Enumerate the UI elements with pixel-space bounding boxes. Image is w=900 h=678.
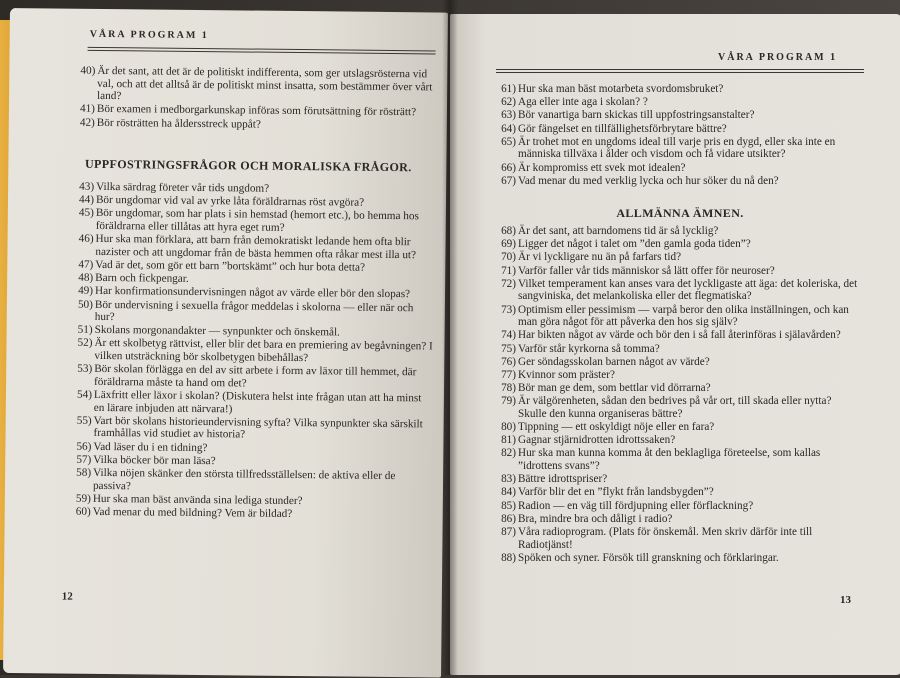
question-text: Hur ska man förklara, att barn från demokratiskt ledande hem ofta blir nazister och att ungdomar från de bästa hemmen ofta råkar mest illa ut? bbox=[95, 233, 417, 262]
question-number: 49) bbox=[78, 285, 94, 298]
question-number: 48) bbox=[78, 271, 94, 285]
question-number: 78) bbox=[501, 382, 516, 395]
question-text: Vad menar du med bildning? Vem är bildad? bbox=[92, 505, 293, 520]
question-text: Varför står kyrkorna så tomma? bbox=[518, 342, 660, 355]
question-item bbox=[488, 421, 860, 434]
question-item bbox=[488, 552, 860, 565]
question-text: Bör ungdomar vid val av yrke låta föräldrarnas röst avgöra? bbox=[95, 194, 365, 209]
question-number: 88) bbox=[501, 551, 516, 564]
question-item bbox=[488, 513, 860, 526]
question-text: Vilket temperament kan anses vara det lyckligaste att äga: det koleriska, det sangviniska, det melankoliska eller det flegmatiska? bbox=[518, 277, 858, 303]
question-number: 56) bbox=[76, 440, 92, 453]
question-number: 59) bbox=[75, 492, 91, 505]
question-item bbox=[63, 414, 433, 443]
question-item bbox=[63, 467, 433, 496]
question-number: 68) bbox=[501, 225, 516, 237]
question-item bbox=[64, 363, 434, 392]
question-number: 86) bbox=[501, 512, 516, 525]
question-text: Bättre idrottspriser? bbox=[518, 473, 608, 486]
right-header-rule-2 bbox=[496, 72, 864, 73]
question-item bbox=[488, 382, 860, 395]
question-item bbox=[488, 175, 860, 188]
question-text: Ger söndagsskolan barnen något av värde? bbox=[518, 355, 710, 368]
question-item bbox=[488, 304, 860, 329]
question-item bbox=[65, 298, 435, 327]
question-number: 42) bbox=[79, 116, 95, 129]
question-number: 46) bbox=[78, 232, 94, 246]
question-text: Har konfirmationsundervisningen något av värde eller bör den slopas? bbox=[94, 285, 411, 301]
question-item bbox=[64, 337, 434, 366]
question-text: Gör fängelset en tillfällighetsförbrytare bättre? bbox=[518, 122, 727, 135]
left-question-list bbox=[63, 181, 437, 523]
question-number: 51) bbox=[77, 324, 93, 337]
question-number: 80) bbox=[501, 421, 516, 434]
question-text: Är kompromiss ett svek mot idealen? bbox=[518, 161, 686, 174]
question-number: 61) bbox=[501, 83, 516, 95]
question-text: Är vi lyckligare nu än på farfars tid? bbox=[518, 251, 682, 264]
question-number: 79) bbox=[501, 395, 516, 408]
question-text: Hur ska man bäst motarbeta svordomsbruket? bbox=[518, 83, 724, 95]
question-number: 87) bbox=[501, 525, 516, 538]
right-question-list bbox=[488, 225, 860, 565]
question-item bbox=[488, 369, 860, 382]
question-text: Är trohet mot en ungdoms ideal till varje pris en dygd, eller ska inte en människa tillväxa i ålder och visdom och få vidare utsikter? bbox=[518, 135, 836, 161]
question-text: Bör skolan förlägga en del av sitt arbete i form av läxor till hemmet, där föräldrarna måste ta hand om det? bbox=[94, 363, 417, 390]
question-item bbox=[488, 83, 860, 96]
question-number: 83) bbox=[501, 473, 516, 486]
left-question-list-top bbox=[67, 65, 438, 134]
question-text: Tippning — ett oskyldigt nöje eller en fara? bbox=[518, 421, 715, 434]
question-item bbox=[488, 486, 860, 499]
left-page bbox=[3, 8, 448, 678]
question-item bbox=[65, 233, 435, 262]
question-text: Aga eller inte aga i skolan? ? bbox=[518, 96, 648, 109]
question-text: Vart bör skolans historieundervisning syfta? Vilka synpunkter ska särskilt framhållas vid studiet av historia? bbox=[93, 414, 423, 441]
question-item bbox=[488, 447, 860, 472]
question-item bbox=[488, 356, 860, 369]
question-text: Vilka böcker bör man läsa? bbox=[93, 453, 216, 467]
question-number: 77) bbox=[501, 368, 516, 381]
question-item bbox=[488, 251, 860, 264]
question-text: Vad menar du med verklig lycka och hur söker du nå den? bbox=[518, 174, 779, 187]
question-item bbox=[66, 207, 436, 236]
question-item bbox=[488, 329, 860, 342]
question-text: Bör undervisning i sexuella frågor meddelas i skolorna — eller när och hur? bbox=[94, 298, 414, 324]
question-text: Barn och fickpengar. bbox=[95, 272, 189, 286]
question-text: Är det sant, att barndomens tid är så lycklig? bbox=[518, 225, 719, 237]
question-text: Kvinnor som präster? bbox=[518, 368, 615, 381]
question-number: 40) bbox=[80, 64, 96, 77]
question-item bbox=[488, 225, 860, 238]
question-text: Bör rösträtten ha åldersstreck uppåt? bbox=[96, 116, 261, 131]
question-text: Bör examen i medborgarkunskap införas som förutsättning för rösträtt? bbox=[96, 103, 417, 119]
question-number: 69) bbox=[501, 238, 516, 251]
question-number: 85) bbox=[501, 499, 516, 512]
question-number: 67) bbox=[501, 174, 516, 187]
question-number: 74) bbox=[501, 329, 516, 342]
right-page bbox=[450, 14, 900, 675]
question-text: Bör ungdomar, som har plats i sin hemstad (hemort etc.), bo hemma hos föräldrarna eller tillåtas att hyra eget rum? bbox=[95, 207, 419, 234]
question-item bbox=[488, 278, 860, 303]
question-number: 71) bbox=[501, 264, 516, 277]
question-item bbox=[488, 473, 860, 486]
question-number: 53) bbox=[77, 362, 93, 376]
question-number: 70) bbox=[501, 251, 516, 264]
question-text: Vad är det, som gör ett barn ”bortskämt” och hur bota detta? bbox=[95, 258, 366, 274]
question-number: 47) bbox=[78, 258, 94, 271]
question-number: 73) bbox=[501, 303, 516, 316]
question-text: Bör vanartiga barn skickas till uppfostringsanstalter? bbox=[518, 109, 755, 122]
question-number: 63) bbox=[501, 109, 516, 122]
question-number: 50) bbox=[77, 298, 93, 311]
question-number: 72) bbox=[501, 277, 516, 290]
question-number: 52) bbox=[77, 337, 93, 350]
question-text: Hur ska man bäst använda sina lediga stunder? bbox=[92, 492, 303, 507]
question-number: 44) bbox=[79, 193, 95, 207]
question-text: Har bikten något av värde och bör den i så fall återinföras i själavården? bbox=[518, 329, 841, 342]
question-number: 65) bbox=[501, 135, 516, 148]
question-text: Vad läser du i en tidning? bbox=[93, 440, 208, 454]
left-page-number: 12 bbox=[61, 590, 73, 603]
question-text: Är det sant, att det är de politiskt indifferenta, som ger utslagsrösterna vid val, och att det alltså är de politiskt minst insatta, som bestämmer över vårt land? bbox=[97, 64, 433, 103]
question-item bbox=[488, 500, 860, 513]
question-number: 55) bbox=[76, 414, 92, 427]
question-number: 57) bbox=[76, 453, 92, 466]
book-gutter-shadow bbox=[442, 0, 458, 675]
question-text: Bör man ge dem, som bettlar vid dörrarna? bbox=[518, 382, 711, 395]
question-item bbox=[67, 116, 437, 132]
question-text: Ligger det något i talet om ”den gamla goda tiden”? bbox=[518, 238, 751, 251]
question-number: 41) bbox=[79, 103, 96, 116]
question-text: Är välgörenheten, sådan den bedrives på vår ort, till skada eller nytta? Skulle den kunna organiseras bättre? bbox=[518, 395, 832, 420]
question-item bbox=[488, 434, 860, 447]
question-text: Optimism eller pessimism — varpå beror den olika inställningen, och kan man göra något för att påverka den hos sig själv? bbox=[518, 303, 849, 329]
question-item bbox=[488, 123, 860, 136]
question-text: Varför faller vår tids människor så lätt offer för neuroser? bbox=[518, 264, 775, 277]
question-number: 60) bbox=[75, 505, 91, 518]
question-text: Radion — en väg till fördjupning eller förflackning? bbox=[518, 499, 754, 512]
question-item bbox=[64, 389, 434, 418]
question-number: 62) bbox=[501, 96, 516, 109]
question-number: 84) bbox=[501, 486, 516, 499]
question-text: Bra, mindre bra och dåligt i radio? bbox=[518, 512, 673, 525]
question-text: Varför blir det en ”flykt från landsbygden”? bbox=[518, 486, 714, 499]
question-number: 75) bbox=[501, 342, 516, 355]
question-item bbox=[488, 96, 860, 109]
question-item bbox=[488, 136, 860, 161]
right-question-list-top bbox=[488, 83, 860, 188]
question-number: 54) bbox=[76, 388, 93, 401]
question-text: Skolans morgonandakter — synpunkter och önskemål. bbox=[94, 324, 340, 339]
question-number: 43) bbox=[79, 180, 95, 193]
question-text: Läxfritt eller läxor i skolan? (Diskutera helst inte frågan utan att ha minst en lärare inbjuden att närvara!) bbox=[93, 388, 422, 415]
question-item bbox=[488, 526, 860, 551]
question-text: Vilka nöjen skänker den största tillfredsställelsen: de aktiva eller de passiva? bbox=[92, 466, 396, 492]
question-text: Gagnar stjärnidrotten idrottssaken? bbox=[518, 434, 676, 447]
question-text: Spöken och syner. Försök till granskning och förklaringar. bbox=[518, 551, 779, 564]
question-number: 58) bbox=[76, 466, 92, 479]
question-number: 76) bbox=[501, 355, 516, 368]
question-item bbox=[488, 343, 860, 356]
right-running-head: VÅRA PROGRAM 1 bbox=[718, 52, 838, 63]
question-item bbox=[488, 265, 860, 278]
left-section-title: UPPFOSTRINGSFRÅGOR OCH MORALISKA FRÅGOR. bbox=[84, 156, 412, 175]
question-text: Hur ska man kunna komma åt den beklagliga företeelse, som kallas ”idrottens svans”? bbox=[518, 447, 821, 472]
left-running-head: VÅRA PROGRAM 1 bbox=[89, 28, 209, 42]
question-number: 64) bbox=[501, 122, 516, 135]
question-item bbox=[63, 506, 433, 522]
question-number: 81) bbox=[501, 434, 516, 447]
question-number: 82) bbox=[501, 447, 516, 460]
question-text: Vilka särdrag företer vår tids ungdom? bbox=[96, 180, 270, 195]
right-section-title: ALLMÄNNA ÄMNEN. bbox=[616, 206, 744, 220]
question-item bbox=[488, 162, 860, 175]
question-item bbox=[488, 238, 860, 251]
question-item bbox=[488, 395, 860, 420]
question-number: 66) bbox=[501, 161, 516, 174]
question-item bbox=[488, 109, 860, 122]
right-page-number: 13 bbox=[840, 594, 851, 606]
question-number: 45) bbox=[78, 207, 94, 220]
question-text: Våra radioprogram. (Plats för önskemål. Men skriv därför inte till Radiotjänst! bbox=[518, 525, 813, 551]
question-text: Är ett skolbetyg rättvist, eller blir det bara en premiering av begåvningen? I vilken utsträckning bör skolbetygen bibehållas? bbox=[94, 337, 433, 365]
right-header-rule bbox=[496, 69, 864, 70]
question-item bbox=[67, 65, 437, 107]
